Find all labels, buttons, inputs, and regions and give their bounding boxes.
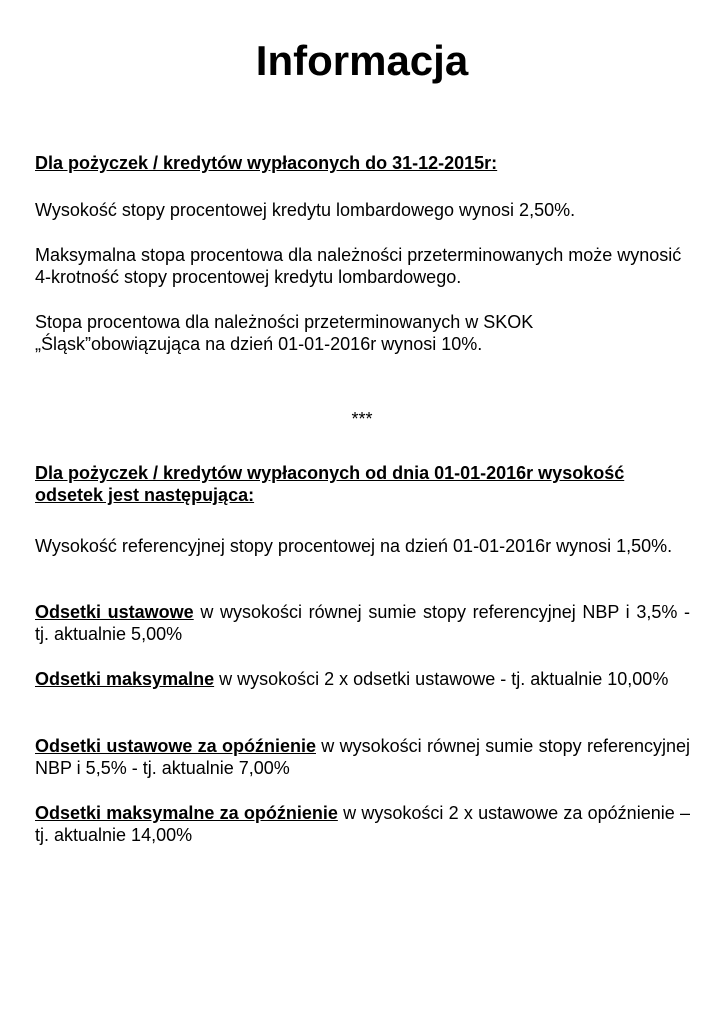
section2-heading: Dla pożyczek / kredytów wypłaconych od dnia 01-01-2016r wysokość odsetek jest następująca:: [35, 463, 625, 505]
interest-item-maximum-delay: [35, 802, 690, 846]
interest-term: Odsetki ustawowe za opóźnienie: [35, 736, 316, 756]
section1-paragraph-2: Maksymalna stopa procentowa dla należności przeterminowanych może wynosić 4-krotność stopy procentowej kredytu lombardowego.: [35, 245, 682, 287]
section1-heading: Dla pożyczek / kredytów wypłaconych do 31-12-2015r:: [35, 153, 498, 173]
interest-item-statutory-delay: [35, 735, 690, 779]
interest-item-statutory: [35, 601, 690, 645]
page-title: Informacja: [255, 37, 469, 84]
interest-description: w wysokości 2 x ustawowe za opóźnienie – tj. aktualnie 14,00%: [35, 803, 690, 845]
section2-paragraph-1: Wysokość referencyjnej stopy procentowej na dzień 01-01-2016r wynosi 1,50%.: [35, 536, 673, 556]
interest-description: w wysokości równej sumie stopy referencyjnej NBP i 3,5% - tj. aktualnie 5,00%: [35, 602, 690, 644]
interest-term: Odsetki maksymalne za opóźnienie: [35, 803, 338, 823]
section-separator: ***: [351, 409, 373, 429]
section1-paragraph-3: Stopa procentowa dla należności przeterminowanych w SKOK „Śląsk”obowiązująca na dzień 01-01-2016r wynosi 10%.: [35, 312, 534, 354]
interest-item-maximum: [35, 668, 690, 690]
interest-term: Odsetki maksymalne: [35, 669, 215, 689]
interest-term: Odsetki ustawowe: [35, 602, 194, 622]
section1-paragraph-1: Wysokość stopy procentowej kredytu lombardowego wynosi 2,50%.: [35, 200, 576, 220]
interest-description: w wysokości równej sumie stopy referencyjnej NBP i 5,5% - tj. aktualnie 7,00%: [35, 736, 691, 778]
interest-description: w wysokości 2 x odsetki ustawowe - tj. aktualnie 10,00%: [214, 669, 669, 689]
